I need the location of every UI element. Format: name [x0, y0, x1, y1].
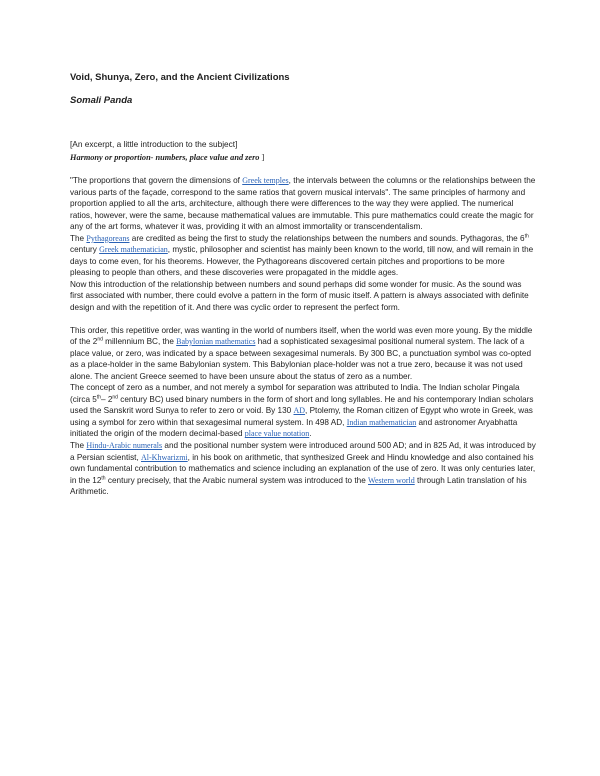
text: and astronomer Aryabhatta initiated the origin of the modern decimal-based — [70, 417, 518, 439]
text: and the positional number system were introduced around 500 AD; and in 825 Ad, it was introduced by a Persian scientist, — [70, 441, 536, 462]
link-greek-temples[interactable]: Greek temples — [242, 176, 289, 185]
link-al-khwarizmi[interactable]: Al-Khwarizmi — [141, 452, 188, 462]
superscript: th — [101, 474, 106, 481]
text: millennium BC, the — [102, 337, 177, 347]
text: The — [70, 233, 87, 243]
link-place-value-notation[interactable]: place value notation — [244, 429, 310, 439]
superscript: nd — [112, 394, 118, 401]
link-greek-mathematician[interactable]: Greek mathematician — [99, 245, 168, 255]
link-western-world[interactable]: Western world — [368, 475, 415, 485]
text: "The proportions that govern the dimensions of — [70, 176, 243, 185]
text: , Ptolemy, the Roman citizen of Egypt who wrote in Greek, was using a symbol for zero within that sexagesimal numeral system. In 498 AD, — [70, 406, 533, 427]
text: – 2 — [101, 394, 113, 404]
superscript: th — [96, 394, 102, 401]
text: through Latin translation of his Arithmetic. — [70, 475, 527, 497]
text: Now this introduction of the relationship between numbers and sound perhaps did some wonder for music. As the sound was first associated with number, there could evolve a pattern in the form of music itself. A pattern is always associated with definite design and with the repetition of it. And there was cyclic order to represent the perfect form. — [70, 279, 529, 313]
link-pythagoreans[interactable]: Pythagoreans — [86, 233, 130, 243]
link-indian-mathematician[interactable]: Indian mathematician — [346, 417, 417, 427]
text: century — [70, 245, 100, 255]
subtitle — [70, 153, 540, 162]
text: , mystic, philosopher and scientist has mainly been known to the world, till now, and will remain in the days to come even, for his theorems. However, the Pythagoreans discovered certain pitches and proportions to be more pleasing to people than others, and these discoveries were propagated in the middle ages. — [70, 245, 534, 278]
link-hindu-arabic-numerals[interactable]: Hindu-Arabic numerals — [86, 441, 163, 451]
paragraph-1 — [70, 175, 536, 233]
text: century BC) used binary numbers in the form of short and long syllables. He and his contemporary Indian scholars used the Sanskrit word Sunya to refer to zero or void. By 130 — [70, 394, 534, 416]
text: The concept of zero as a number, and not merely a symbol for separation was attributed to India. The Indian scholar Pingala (circa 5 — [70, 383, 520, 404]
link-babylonian-mathematics[interactable]: Babylonian mathematics — [176, 337, 256, 347]
text: The — [70, 441, 87, 451]
document-title: Void, Shunya, Zero, and the Ancient Civilizations — [70, 72, 290, 83]
paragraph-4 — [70, 325, 536, 383]
text: , in his book on arithmetic, that synthesized Greek and Hindu knowledge and also contained his own fundamental contribution to mathematics and science including an explanation of the use of zero. It was only centuries later, in the 12 — [70, 452, 536, 485]
paragraph-3 — [70, 279, 536, 314]
text: . — [309, 429, 312, 439]
superscript: th — [524, 233, 529, 239]
link-ad[interactable]: AD — [293, 406, 306, 416]
text: century precisely, that the Arabic numeral system was introduced to the — [105, 475, 369, 485]
author-name: Somali Panda — [70, 95, 133, 106]
superscript: nd — [97, 336, 103, 343]
text: are credited as being the first to study the relationships between the numbers and sounds. Pythagoras, the 6 — [129, 233, 525, 243]
text: This order, this repetitive order, was wanting in the world of numbers itself, when the world was even more young. By the middle of the 2 — [70, 325, 533, 347]
document-body — [70, 175, 536, 498]
subtitle-text: Harmony or proportion- numbers, place value and zero — [70, 153, 260, 162]
paragraph-2 — [70, 233, 536, 279]
paragraph-6 — [70, 440, 536, 498]
text: , the intervals between the columns or the relationships between the various parts of the façade, correspond to the same ratios that govern musical intervals". The same principles of harmony and proportion applied to all the arts, architecture, although there were differences to the way they were applied. The numerical ratios, however, were the same, because mathematical values are immutable. This pure mathematics could create the magic for any of the art forms, whatever it was, providing it with an almost immortality or transcendentalism. — [70, 176, 536, 232]
excerpt-note: [An excerpt, a little introduction to the subject] — [70, 139, 238, 149]
text: had a sophisticated sexagesimal positional numeral system. The lack of a place value, or zero, was indicated by a space between sexagesimal numerals. By 300 BC, a punctuation symbol was co-opted as a place-holder in the same Babylonian system. This Babylonian place-holder was not a true zero, because it was not used alone. The ancient Greece seemed to have been unsure about the status of zero as a number. — [70, 337, 532, 381]
paragraph-5 — [70, 382, 536, 440]
subtitle-close-bracket: ] — [261, 153, 265, 162]
